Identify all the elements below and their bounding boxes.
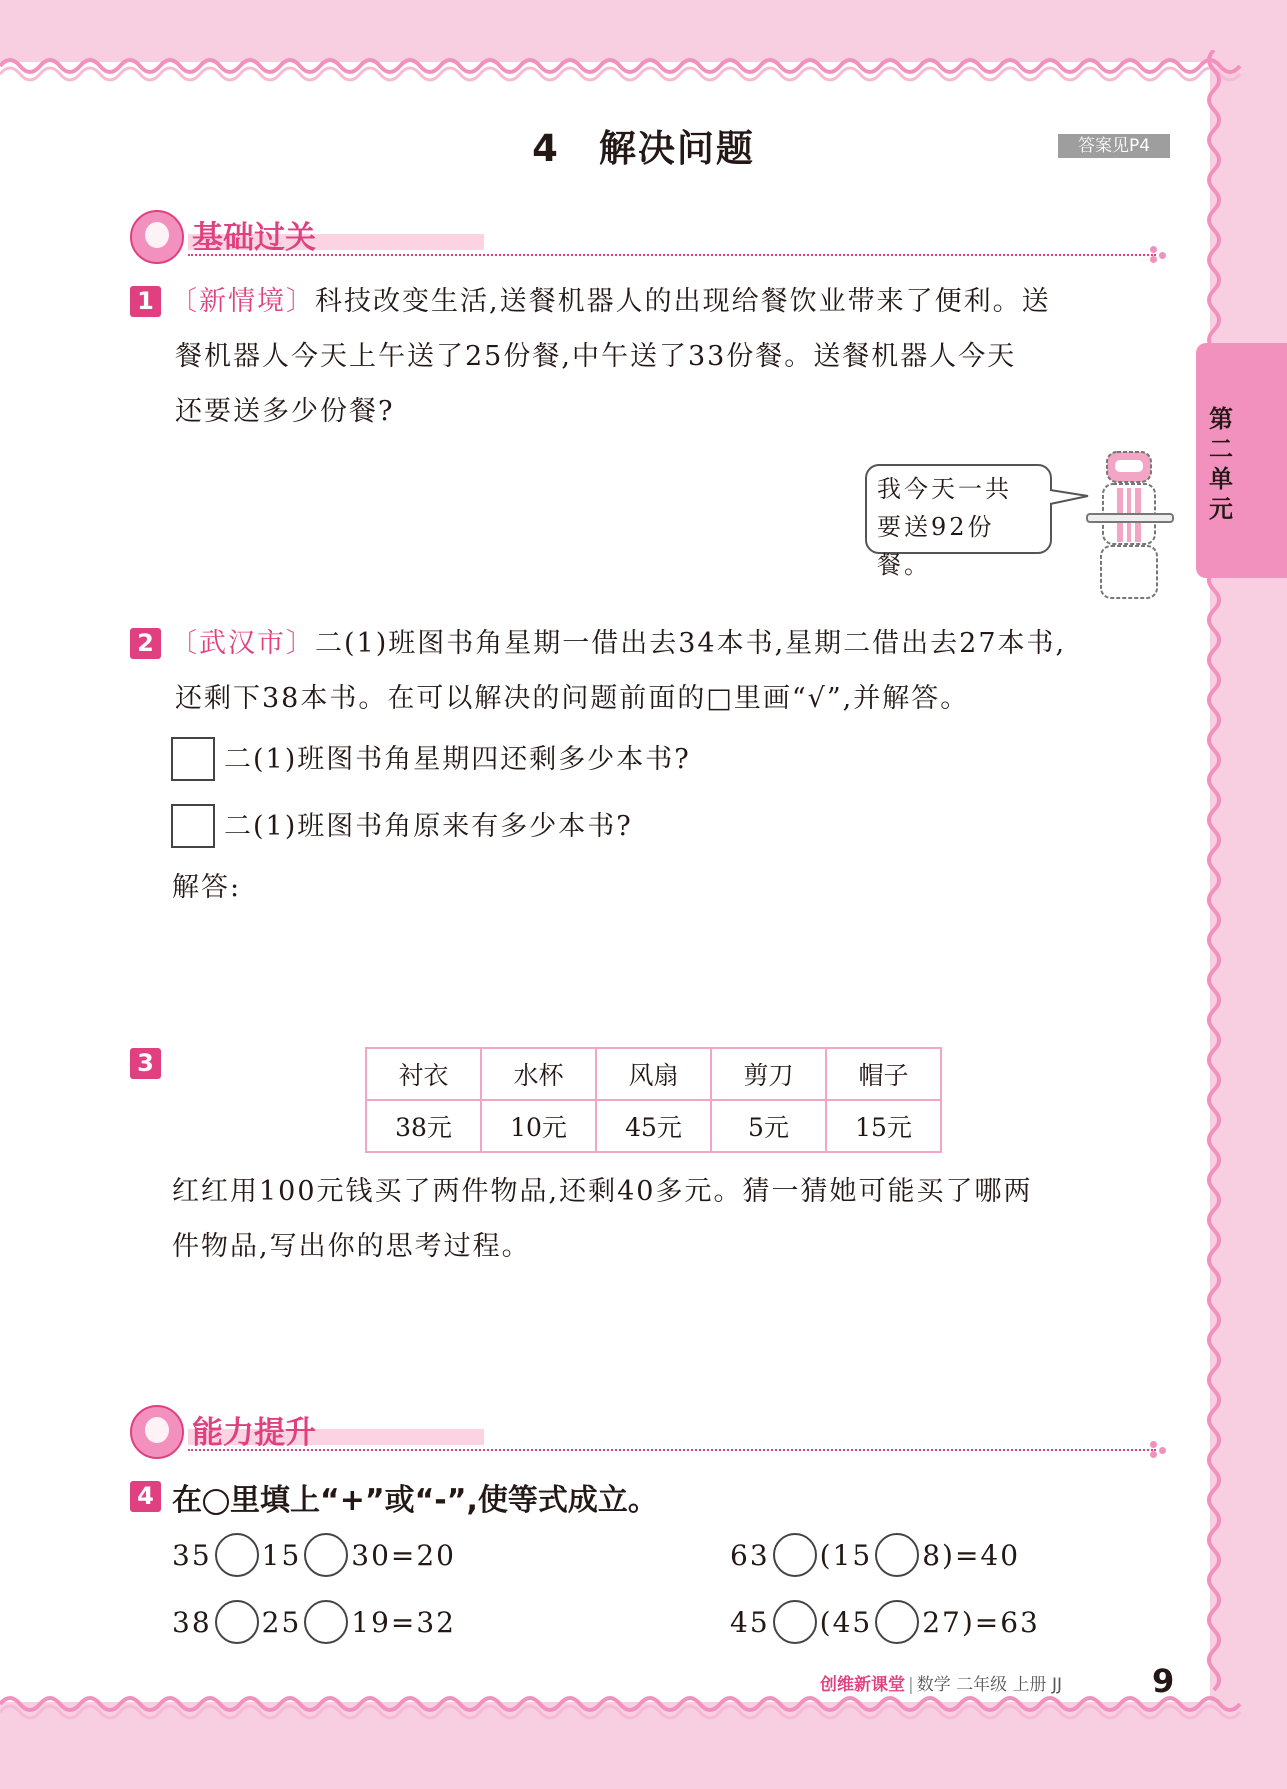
price-table bbox=[365, 1047, 942, 1153]
q2-option-1: 二(1)班图书角星期四还剩多少本书? bbox=[224, 744, 691, 775]
q3-line-1: 红红用100元钱买了两件物品,还剩40多元。猜一猜她可能买了哪两 bbox=[172, 1176, 1033, 1207]
circle-icon bbox=[203, 1489, 229, 1515]
price-table-header-row bbox=[366, 1048, 941, 1100]
equation-1: 35 15 30=20 bbox=[172, 1531, 456, 1581]
footer-edition: JJ bbox=[1051, 1675, 1062, 1695]
footer-volume: 上册 bbox=[1012, 1675, 1047, 1695]
table-cell: 45元 bbox=[596, 1100, 711, 1152]
q1-line-3: 还要送多少份餐? bbox=[175, 396, 395, 427]
q2-line-1: 〔武汉市〕二(1)班图书角星期一借出去34本书,星期二借出去27本书, bbox=[170, 628, 1067, 659]
answer-reference-tag: 答案见P4 bbox=[1058, 134, 1170, 158]
table-cell: 15元 bbox=[826, 1100, 941, 1152]
dotted-divider bbox=[188, 1449, 1156, 1451]
section-advanced-title: 能力提升 bbox=[192, 1415, 316, 1451]
table-cell: 风扇 bbox=[596, 1048, 711, 1100]
q2-line-2: 还剩下38本书。在可以解决的问题前面的□里画“√”,并解答。 bbox=[175, 683, 970, 714]
question-number-1: 1 bbox=[130, 286, 161, 317]
operator-blank[interactable] bbox=[773, 1533, 817, 1577]
operator-blank[interactable] bbox=[304, 1600, 348, 1644]
decorative-dots-icon bbox=[1150, 1439, 1168, 1457]
q2-option-2: 二(1)班图书角原来有多少本书? bbox=[224, 811, 633, 842]
q2-option-2-checkbox[interactable] bbox=[171, 804, 215, 848]
operator-blank[interactable] bbox=[215, 1533, 259, 1577]
mascot-avatar-icon bbox=[130, 1405, 184, 1459]
table-cell: 剪刀 bbox=[711, 1048, 826, 1100]
table-cell: 衬衣 bbox=[366, 1048, 481, 1100]
equation-3: 38 25 19=32 bbox=[172, 1598, 456, 1648]
section-advanced-header bbox=[128, 1403, 1168, 1459]
operator-blank[interactable] bbox=[875, 1600, 919, 1644]
delivery-robot-icon bbox=[1085, 448, 1175, 603]
right-wave-border bbox=[1196, 50, 1236, 1710]
speech-bubble-tail bbox=[1050, 488, 1090, 508]
footer-brand: 创维新课堂 bbox=[820, 1675, 905, 1695]
price-table-row bbox=[366, 1100, 941, 1152]
question-number-3: 3 bbox=[130, 1048, 161, 1079]
footer-subject: 数学 bbox=[916, 1675, 951, 1695]
q2-option-1-checkbox[interactable] bbox=[171, 737, 215, 781]
section-basic-header bbox=[128, 208, 1168, 264]
operator-blank[interactable] bbox=[875, 1533, 919, 1577]
question-number-4: 4 bbox=[130, 1481, 161, 1512]
table-cell: 5元 bbox=[711, 1100, 826, 1152]
table-cell: 10元 bbox=[481, 1100, 596, 1152]
q2-tag: 〔武汉市〕 bbox=[170, 628, 315, 659]
robot-speech-bubble bbox=[865, 464, 1052, 579]
bubble-line-2: 要送92份餐。 bbox=[877, 513, 995, 579]
bubble-line-1: 我今天一共 bbox=[877, 475, 1012, 503]
q1-line-1: 〔新情境〕科技改变生活,送餐机器人的出现给餐饮业带来了便利。送 bbox=[170, 286, 1051, 317]
q3-line-2: 件物品,写出你的思考过程。 bbox=[172, 1231, 531, 1262]
q1-line-2: 餐机器人今天上午送了25份餐,中午送了33份餐。送餐机器人今天 bbox=[175, 341, 1017, 372]
footer-info: 创维新课堂 | 数学 二年级 上册 JJ bbox=[820, 1675, 1062, 1695]
equation-2: 63 (15 8)=40 bbox=[730, 1531, 1020, 1581]
section-basic-title: 基础过关 bbox=[192, 220, 316, 256]
footer-grade: 二年级 bbox=[956, 1675, 1008, 1695]
page-title: 4 解决问题 bbox=[532, 127, 755, 170]
dotted-divider bbox=[188, 254, 1156, 256]
operator-blank[interactable] bbox=[304, 1533, 348, 1577]
mascot-avatar-icon bbox=[130, 210, 184, 264]
operator-blank[interactable] bbox=[215, 1600, 259, 1644]
bottom-wave-border bbox=[0, 1690, 1287, 1730]
q4-instruction: 在 里填上“+”或“-”,使等式成立。 bbox=[172, 1483, 658, 1518]
equation-4: 45 (45 27)=63 bbox=[730, 1598, 1040, 1648]
decorative-dots-icon bbox=[1150, 244, 1168, 262]
top-wave-border bbox=[0, 44, 1287, 84]
question-number-2: 2 bbox=[130, 628, 161, 659]
q2-answer-label: 解答: bbox=[172, 872, 242, 903]
q1-tag: 〔新情境〕 bbox=[170, 286, 315, 317]
table-cell: 帽子 bbox=[826, 1048, 941, 1100]
page-number: 9 bbox=[1152, 1662, 1175, 1700]
unit-side-tab-label: 第二单元 bbox=[1209, 405, 1233, 523]
operator-blank[interactable] bbox=[773, 1600, 817, 1644]
table-cell: 水杯 bbox=[481, 1048, 596, 1100]
table-cell: 38元 bbox=[366, 1100, 481, 1152]
